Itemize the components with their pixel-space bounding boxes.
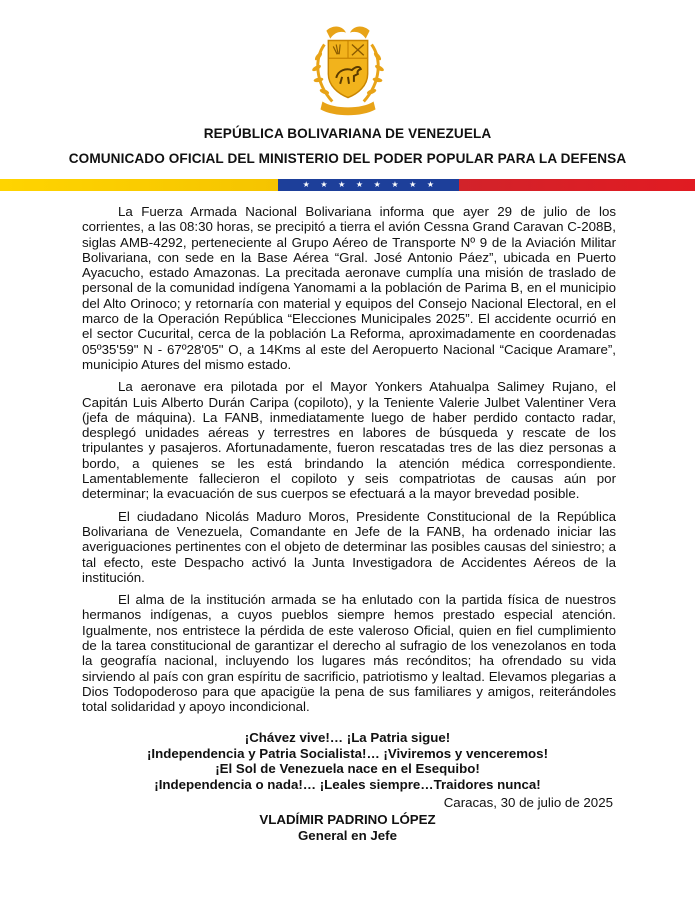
star-icon: ★ [320, 180, 328, 189]
flag-yellow-segment [0, 179, 278, 191]
signer-title: General en Jefe [297, 828, 398, 843]
communique-body [82, 204, 616, 722]
signature-block [0, 812, 695, 844]
flag-blue-segment [278, 179, 459, 191]
body-paragraph: El alma de la institución armada se ha enlutado con la partida física de nuestros hermanos indígenas, a cuyos pueblos siempre hemos prestado especial atención. Igualmente, nos entristece la pérdida de este valeroso Oficial, quien en fiel cumplimiento de la tarea constitucional de garantizar el derecho al sufragio de los venezolanos en toda la geografía nacional, incluyendo los lugares más recónditos; ha ofrendado su vida sirviendo al país con gran espíritu de sacrificio, patriotismo y lealtad. Elevamos plegarias a Dios Todopoderoso para que apacigüe la pena de sus familiares y amigos, reiterándoles total solidaridad y apoyo incondicional. [82, 592, 616, 715]
star-icon: ★ [373, 180, 381, 189]
coat-of-arms-icon [289, 22, 407, 122]
slogan-line: ¡El Sol de Venezuela nace en el Esequibo! [215, 761, 480, 777]
star-icon: ★ [391, 180, 399, 189]
flag-red-segment [459, 179, 695, 191]
slogan-line: ¡Chávez vive!… ¡La Patria sigue! [244, 730, 451, 745]
emblem-container [0, 22, 695, 122]
body-paragraph: La Fuerza Armada Nacional Bolivariana informa que ayer 29 de julio de los corrientes, a las 08:30 horas, se precipitó a tierra el avión Cessna Grand Caravan C-208B, siglas AMB-4292, perteneciente al Grupo Aéreo de Transporte Nº 9 de la Aviación Militar Bolivariana, con sede en la Base Aérea “Gral. José Antonio Páez”, ubicada en Puerto Ayacucho, estado Amazonas. La precitada aeronave cumplía una misión de traslado de personal de la comunidad indígena Yanomami a la población de Parima B, en el municipio del Alto Orinoco; y retornaría con material y equipos del Consejo Nacional Electoral, en el marco de la Operación República “Elecciones Municipales 2025”. El accidente ocurrió en el sector Cucurital, cerca de la población La Reforma, aproximadamente en coordenadas 05º35'59" N - 67º28'05" O, a 14Kms al este del Aeropuerto Nacional “Cacique Aramare”, municipio Atures del mismo estado. [82, 204, 616, 372]
flag-stripe [0, 179, 695, 191]
signer-name: VLADÍMIR PADRINO LÓPEZ [259, 812, 436, 827]
star-icon: ★ [355, 180, 363, 189]
star-icon: ★ [426, 180, 434, 189]
communique-heading: COMUNICADO OFICIAL DEL MINISTERIO DEL PODER POPULAR PARA LA DEFENSA [68, 151, 627, 166]
flag-stars [278, 179, 459, 191]
slogan-line: ¡Independencia o nada!… ¡Leales siempre…Traidores nunca! [154, 776, 541, 792]
slogans-block [0, 730, 695, 792]
slogan-line: ¡Independencia y Patria Socialista!… ¡Viviremos y venceremos! [146, 745, 549, 761]
body-paragraph: El ciudadano Nicolás Maduro Moros, Presidente Constitucional de la República Bolivariana de Venezuela, Comandante en Jefe de la FANB, ha ordenado iniciar las averiguaciones pertinentes con el objeto de determinar las posibles causas del siniestro; a tal efecto, este Despacho activó la Junta Investigadora de Accidentes Aéreos de la institución. [82, 508, 616, 585]
body-paragraph: La aeronave era pilotada por el Mayor Yonkers Atahualpa Salimey Rujano, el Capitán Luis Alberto Durán Caripa (copiloto), y la Teniente Valerie Julbet Valentiner Vera (jefa de máquina). La FANB, inmediatamente luego de haber perdido contacto radar, desplegó unidades aéreas y terrestres en labores de búsqueda y rescate de los tripulantes y pasajeros. Afortunadamente, fueron rescatadas tres de las diez personas a bordo, a quienes se les está brindando la atención médica correspondiente. Lamentablemente fallecieron el copiloto y seis compatriotas de causas aún por determinar; la evacuación de sus cuerpos se efectuará a la mayor brevedad posible. [82, 379, 616, 502]
republic-heading: REPÚBLICA BOLIVARIANA DE VENEZUELA [203, 126, 492, 141]
date-line: Caracas, 30 de julio de 2025 [443, 795, 613, 810]
star-icon: ★ [409, 180, 417, 189]
star-icon: ★ [338, 180, 346, 189]
star-icon: ★ [302, 180, 310, 189]
